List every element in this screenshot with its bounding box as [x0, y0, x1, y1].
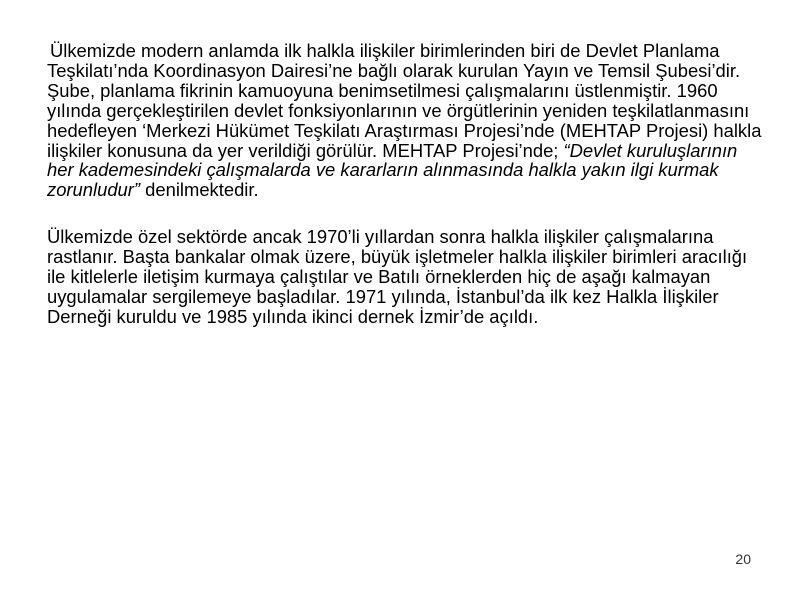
paragraph-text-end: denilmektedir.	[140, 179, 259, 201]
paragraph-public-sector	[47, 41, 765, 200]
mehtap-quote: “Devlet kuruluşlarının her kademesindeki çalışmalarda ve kararların alınmasında halkla yakın ilgi kurmak zorunludur”	[47, 139, 738, 201]
slide-body	[47, 41, 765, 327]
paragraph-text: Ülkemizde modern anlamda ilk halkla ilişkiler birimlerinden biri de Devlet Planlama Teşkilatı’nda Koordinasyon Dairesi’ne bağlı olarak kurulan Yayın ve Temsil Şubesi’dir. Şube, planlama fikrinin kamuoyuna benimsetilmesi çalışmalarını üstlenmiştir. 1960 yılında gerçekleştirilen devlet fonksiyonlarının ve örgütlerinin yeniden teşkilatlanmasını hedefleyen ‘Merkezi Hükümet Teşkilatı Araştırması Projesi’nde (MEHTAP Projesi) halkla ilişkiler konusuna da yer verildiği görülür. MEHTAP Projesi’nde;	[47, 40, 762, 161]
paragraph-private-sector: Ülkemizde özel sektörde ancak 1970’li yıllardan sonra halkla ilişkiler çalışmalarına rastlanır. Başta bankalar olmak üzere, büyük işletmeler halkla ilişkiler birimleri aracılığı ile kitlelerle iletişim kurmaya çalıştılar ve Batılı örneklerden hiç de aşağı kalmayan uygulamalar sergilemeye başladılar. 1971 yılında, İstanbul’da ilk kez Halkla İlişkiler Derneği kuruldu ve 1985 yılında ikinci dernek İzmir’de açıldı.	[47, 226, 748, 327]
page-number: 20	[735, 551, 751, 567]
